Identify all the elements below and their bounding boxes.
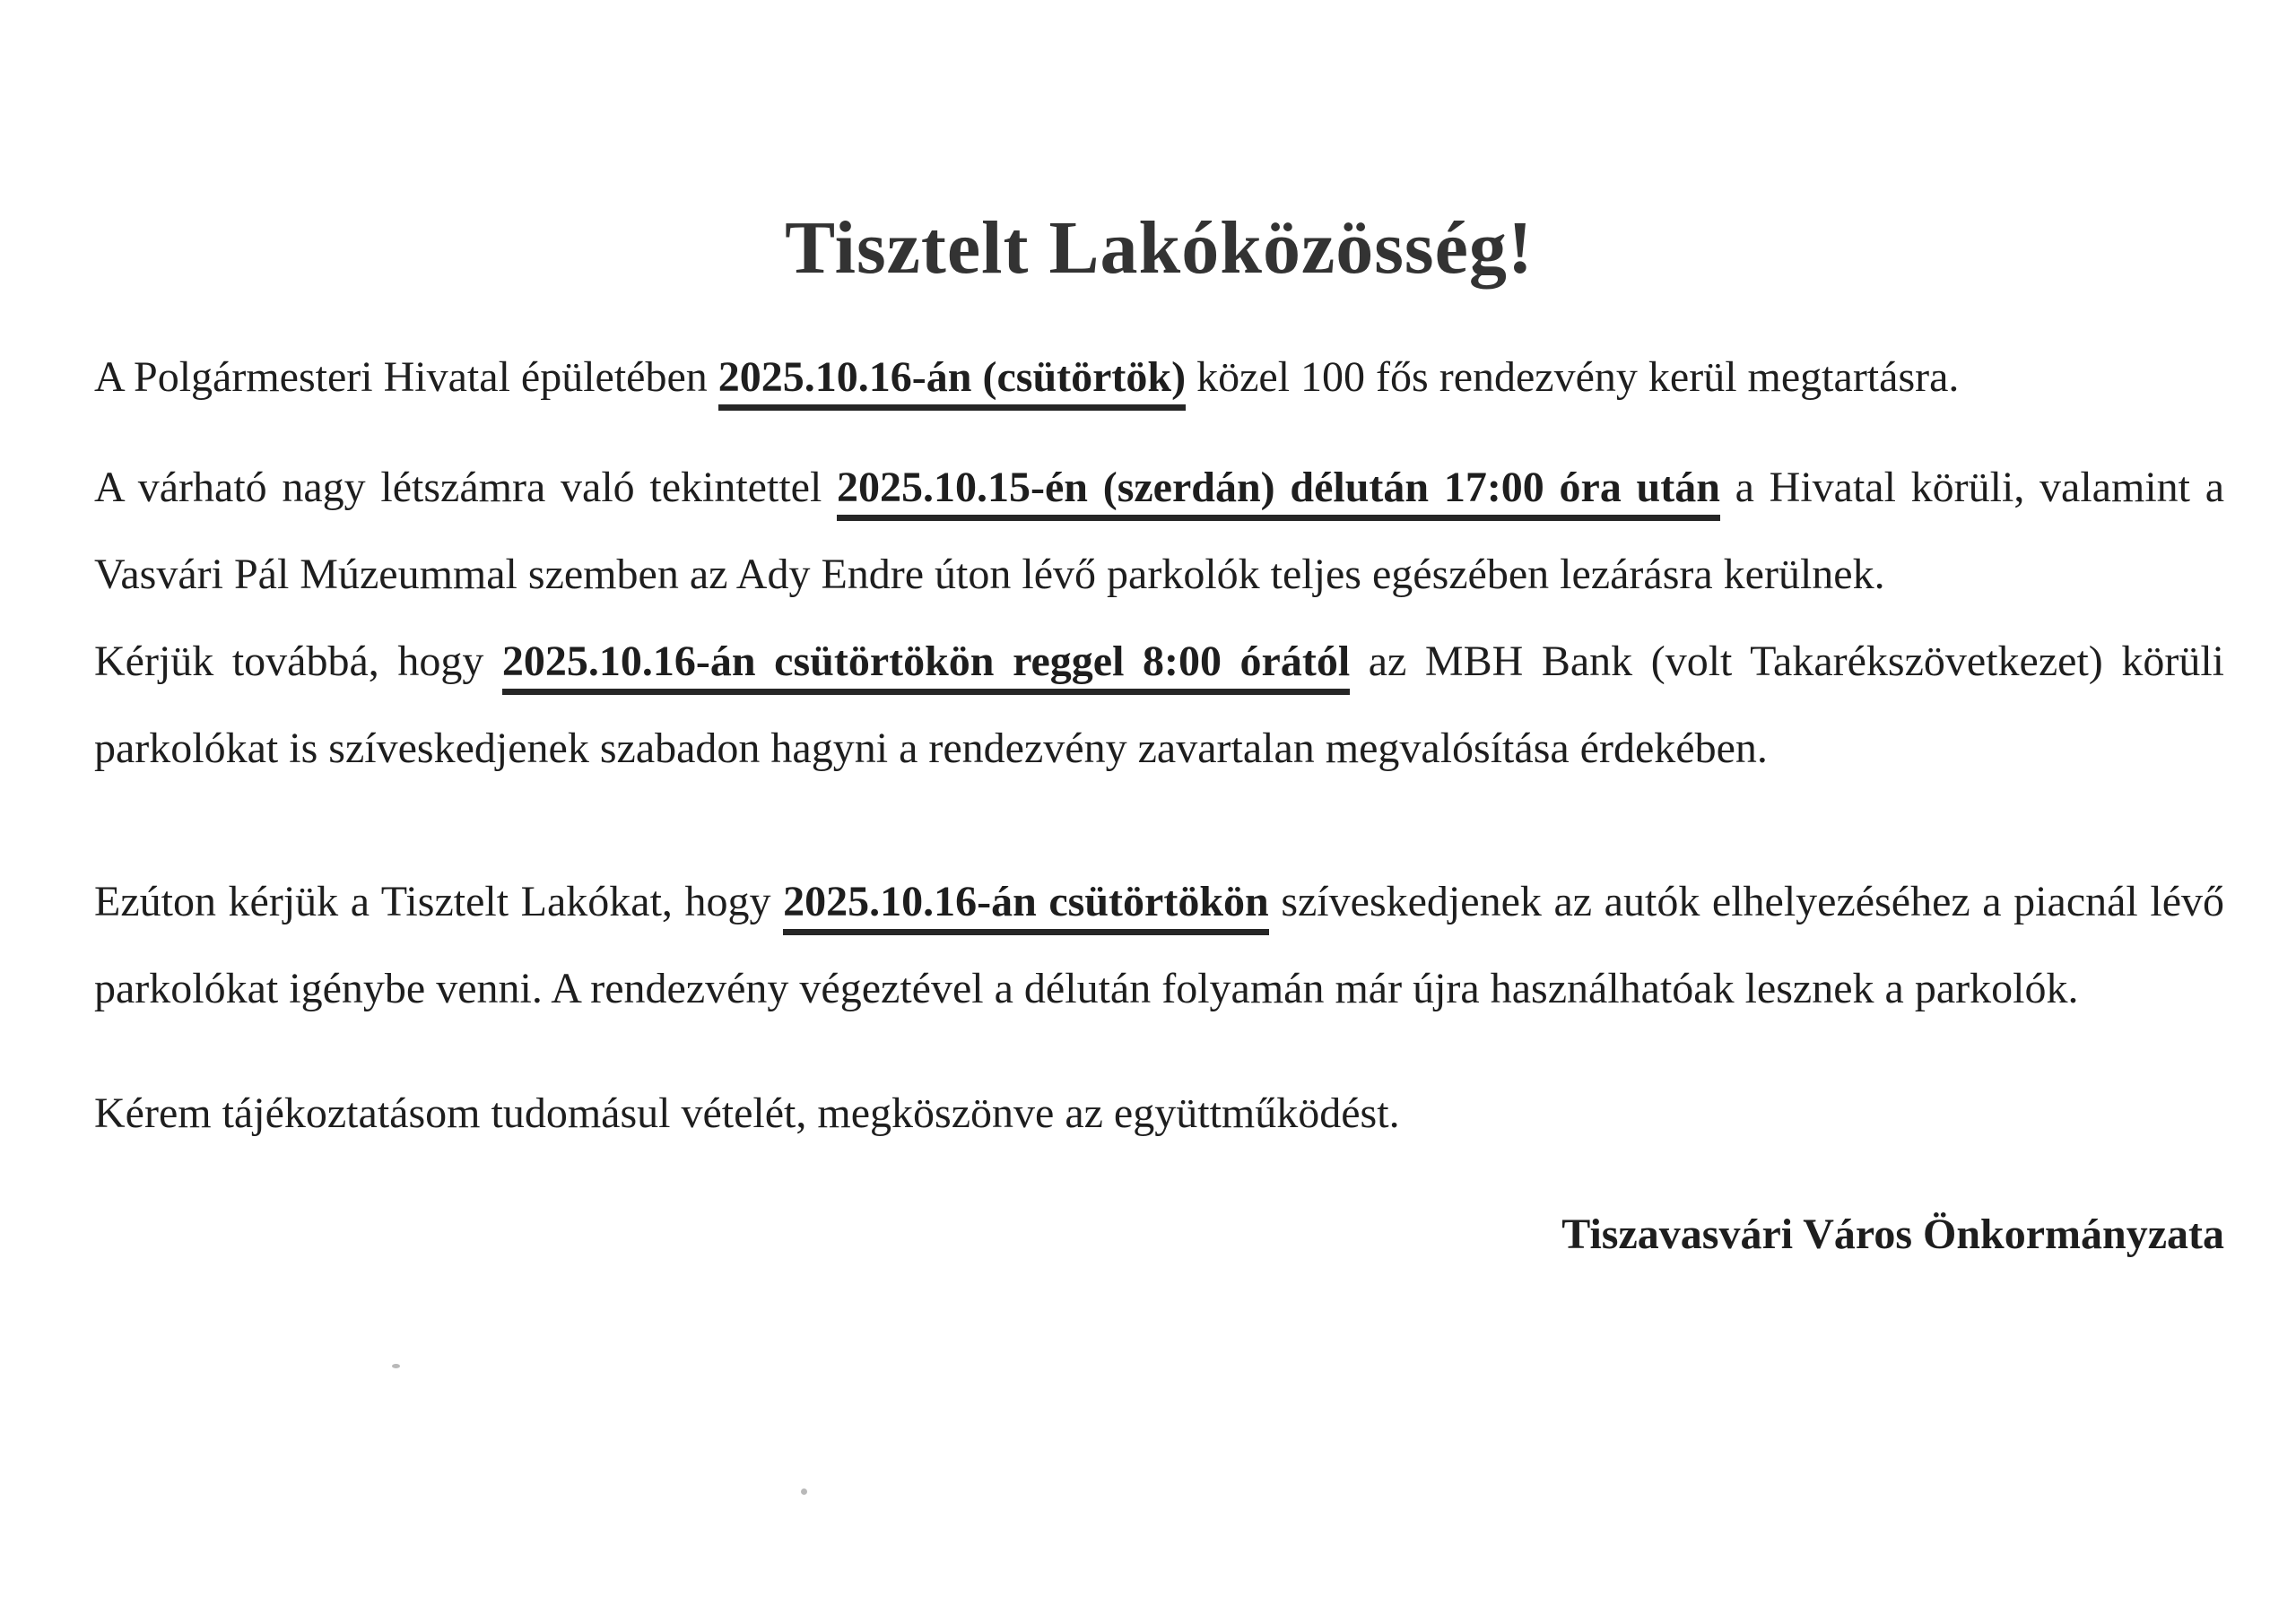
text-run: a Hivatal körüli, valamint a Vasvári Pál Múzeummal szemben az Ady Endre úton lévő parkolók teljes egészében lezárásra kerülnek. <box>94 464 2225 598</box>
page-title: Tisztelt Lakóközösség! <box>785 206 1534 290</box>
text-run: közel 100 fős rendezvény kerül megtartásra. <box>1186 353 1960 401</box>
text-run: az MBH Bank (volt Takarékszövetkezet) körüli parkolókat is szíveskedjenek szabadon hagyni a rendezvény zavartalan megvalósítása érdekében. <box>94 638 2225 772</box>
paragraph-closing-thanks <box>94 1070 2224 1157</box>
emphasized-date-thursday: 2025.10.16-án (csütörtök) <box>718 353 1186 411</box>
signature-municipality: Tiszavasvári Város Önkormányzata <box>1561 1211 2224 1258</box>
scan-artifact <box>392 1364 400 1368</box>
text-run: A Polgármesteri Hivatal épületében <box>94 353 718 401</box>
text-run: A várható nagy létszámra való tekintettel <box>94 464 838 511</box>
paragraph-closure-wednesday <box>94 444 2224 618</box>
emphasized-date-wednesday: 2025.10.15-én (szerdán) délután 17:00 óra után <box>837 464 1720 521</box>
paragraph-bank-parking-request <box>94 618 2224 792</box>
text-run: Kérem tájékoztatásom tudomásul vételét, megköszönve az együttműködést. <box>94 1089 1400 1137</box>
emphasized-date-thursday-morning: 2025.10.16-án csütörtökön reggel 8:00 órától <box>502 638 1350 695</box>
text-run: szíveskedjenek az autók elhelyezéséhez a piacnál lévő parkolókat igénybe venni. A rendezvény végeztével a délután folyamán már újra használhatóak lesznek a parkolók. <box>94 878 2225 1012</box>
scan-artifact <box>801 1488 807 1495</box>
text-run: Kérjük továbbá, hogy <box>94 638 502 685</box>
paragraph-event-announcement <box>94 334 2224 421</box>
emphasized-date-thursday-2: 2025.10.16-án csütörtökön <box>783 878 1269 935</box>
text-run: Ezúton kérjük a Tisztelt Lakókat, hogy <box>94 878 784 925</box>
paragraph-market-parking-suggestion <box>94 858 2224 1032</box>
